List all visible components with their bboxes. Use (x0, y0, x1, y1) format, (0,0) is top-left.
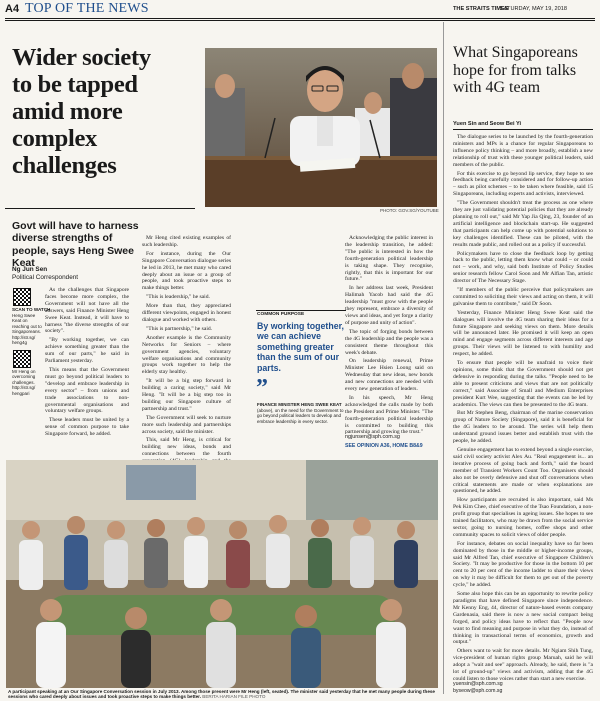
story-deck: Govt will have to harness diverse strengths of people, says Heng Swee Keat (12, 220, 139, 269)
page-number: A4 (5, 3, 20, 15)
photo-graphic (6, 460, 438, 688)
paragraph: Some also hope this can be an opportunity to rewrite policy paradigms that have defined Singapore since independence. Mr Kenny Eng, 44, director of nature-based events company Gardenasia, said there is now a new social compact being forged, and policy ideas have to reflect that. "People now want to find meaning and purpose in what they do, instead of thinking in transactional terms of economics, growth and output." (453, 591, 593, 646)
pullquote-text: By working together, we can achieve something greater than the sum of our parts. (257, 321, 345, 373)
author-email[interactable]: ngjunsen@sph.com.sg (345, 434, 400, 440)
paragraph: The dialogue series to be launched by the fourth-generation ministers and MPs is a chance for regular Singaporeans to influence policy thinking – and more broadly, establish a new relationship of trust with these younger political leaders, said members of the public. (453, 134, 593, 168)
masthead-rule-thin (5, 20, 595, 21)
qr-code-2[interactable] (13, 350, 31, 368)
side-body (453, 134, 593, 682)
paragraph: "It will be a big step forward in building a caring society," said Mr Heng. "It will be a big step too in building our Singapore culture of partnership and trust." (142, 378, 231, 412)
paragraph: "This is leadership," he said. (146, 294, 210, 301)
headline-line: challenges (12, 152, 117, 179)
photo-graphic (205, 48, 437, 207)
paragraph: For instance, during the Our Singapore Conversation dialogue series he led in 2013, he met many who cared deeply about an issue or a group of people, and took proactive steps to make things better. (142, 250, 231, 292)
byline-role: Political Correspondent (12, 274, 79, 281)
paragraph: Another example is the Community Networks for Seniors – where government agencies, voluntary welfare organisations and community groups work together to help the elderly stay healthy. (142, 334, 231, 376)
paragraph: "This is partnership," he said. (146, 325, 213, 332)
scan-note-2: Mr Heng on overcoming challenges. http://str.sg/ hengpari (12, 369, 36, 396)
headline-line: amid more (12, 98, 123, 125)
paragraph: "By working together, we can achieve something greater than the sum of our parts," he said in Parliament yesterday. (45, 337, 129, 365)
paragraph: Yesterday, Finance Minister Heng Swee Keat said the dialogues will involve the 4G team sharing their ideas for a future Singapore and seeking views on them. More details will be announced later. He promised it will keep an open mind and engage segments across different interests and age groups. Their views will be listened to with humility and respect, he added. (453, 309, 593, 358)
paper-name: THE STRAITS TIMES (453, 6, 509, 12)
pullquote-attr-name: FINANCE MINISTER HENG SWEE KEAT (257, 402, 342, 407)
paragraph: In her address last week, President Halimah Yacob had said the 4G leadership "must grow with the people they represent, embrace a diversity of views and ideas, and yet forge a clarity of purpose and unity of action". (345, 285, 433, 326)
headline-line: complex (12, 125, 97, 152)
qr-code-1[interactable] (13, 288, 31, 306)
paragraph: Genuine engagement has to extend beyond a single exercise, said civil society activist Alex Au. "Real engagement is... an iterative process of going back and forth," said the board member of Transient Workers Count Too. Organisers should also not be overly defensive and shut off conversations when critical statements are made or when explanations are questioned, he added. (453, 446, 593, 495)
heng-parliament-photo (205, 48, 437, 207)
main-headline (12, 44, 202, 179)
paragraph: "The Government shouldn't treat the process as one where they are just validating potential policies that they are already planning to roll out," said Mr Yap Jia Qing, 23, founder of an artificial intelligence and blockchain start-up. He suggested that participants can help come up with potential solutions to key challenges identified. These can be piloted, with the results made public, and rolled out as a policy if successful. (453, 200, 593, 248)
paragraph: The topic of forging bonds between the 4G leadership and the people was a consistent theme throughout this week's debate. (345, 328, 433, 356)
paragraph: "If members of the public perceive that policymakers are committed to soliciting their views and acting on them, it will galvanise them to contribute," said Dr Soon. (453, 287, 593, 307)
side-headline: What Singaporeans hope for from talks with 4G team (453, 44, 578, 96)
paragraph: For this exercise to go beyond lip service, they hope to see feedback being carefully considered and for follow-up action – such as pilot schemes – to be taken where feasible, said 15 Singaporeans, including experts and activists, interviewed. (453, 170, 593, 198)
paragraph: To ensure that people will be unafraid to voice their opinions, some think that the Government should not get defensive in responding during the talks. "People need to be able to present criticisms and views that are not politically correct," said Associate of Small and Medium Enterprises president Kurt Wee, suggesting that the events can be led by academics. The views can then be presented to the 4G team. (453, 360, 593, 408)
caption-text: A participant speaking at an Our Singapore Conversation session in July 2013. Among those present were Mr Heng (left, seated). The minister said yesterday that he met many people during these sessions who cared deeply about issues and took proactive steps to make things better. (8, 689, 435, 700)
paragraph: These leaders must be united by a sense of common purpose to take Singapore forward, he added. (45, 417, 129, 438)
paragraph: This means that the Government must go beyond political leaders to "develop and embrace leadership in every sector" – from unions and trade associations to non-governmental organisations and voluntary welfare groups. (45, 366, 129, 415)
paragraph: This, said Mr Heng, is critical for building new ideas, bonds and connections between the fourth (142, 437, 231, 458)
side-email-1[interactable]: yuensin@sph.com.sg (453, 681, 503, 687)
paragraph: But Mr Stephen Beng, chairman of the marine conservation group of Nature Society (Singapore), said it is beneficial for the 4G leaders to be around. The series will help them understand ground issues better and establish trust with the people, he added. (453, 410, 593, 445)
pullquote-label: COMMON PURPOSE (257, 312, 305, 317)
body-column-3 (345, 235, 433, 436)
side-email-2[interactable]: byseow@sph.com.sg (453, 688, 503, 694)
conversation-session-photo (6, 460, 438, 688)
paragraph: The Government will seek to nurture more such leadership and partnerships across society, said the minister. (142, 414, 231, 435)
paragraph: Others want to wait for more details. Mr Ngiam Shih Tung, vice-president of human rights group Maruah, said he will adopt a "wait and see" approach. Already, he said, there is "a lot of ground-up" views and activism, adding that the 4G could listen to those voices rather than start a new exercise. (453, 648, 593, 682)
paragraph: On leadership renewal, Prime Minister Lee Hsien Loong said on Wednesday that new ideas, new bonds and new connections are needed with every new generation of leaders. (345, 358, 433, 393)
paragraph: How participants are recruited is also important, said Ms Pek Kim Chee, chief executive of the Tsao Foundation, a non-profit group that specialises in ageing issues. She hopes to see trained facilitators, who may be drawn from the social service sector, going to nursing homes, coffee shops and other community spaces to solicit views of older people. (453, 497, 593, 538)
headline-line: to be tapped (12, 71, 138, 98)
scan-to-watch-label: SCAN TO WATCH (12, 307, 51, 312)
paragraph: For instance, debates on social inequality have so far been dominated by those in the middle or higher-income groups, said Mr Alfred Tan, chief executive of Singapore Children's Society. "It may be productive for those in the bottom 10 per cent to 20 per cent of the income ladder to share their views on why it may be difficult for them to get out of the poverty cycle," he added. (453, 540, 593, 589)
side-byline-rule (453, 129, 593, 130)
paragraph: More than that, they appreciated different viewpoints, engaged in honest dialogue and worked with others. (142, 303, 231, 323)
body-column-1 (45, 287, 129, 451)
pullquote-attr-desc: (above), on the need for the Government to go beyond political leaders to develop and embrace leadership in every sector. (257, 407, 344, 424)
headline-line: Wider society (12, 44, 151, 71)
issue-date: SATURDAY, MAY 19, 2018 (500, 6, 567, 12)
pullquote-rule (256, 310, 346, 311)
paragraph: Policymakers have to close the feedback loop by getting back to the public, letting them know what could – or could not – work, and why, said both Institute of Policy Studies senior research fellow Carol Soon and Mr Alfian Tan, artistic director of The Necessary Stage. (453, 250, 593, 285)
byline-name: Ng Jun Sen (12, 266, 48, 273)
paragraph: Acknowledging the public interest in the leadership transition, he added: "The public is interested in how the fourth-generation political leadership is taking shape. They recognise, rightly, that this is important for our future." (345, 235, 433, 283)
deck-rule (5, 208, 195, 209)
paragraph: As the challenges that Singapore faces become more complex, the Government will not have all the answers, said Finance Minister Heng Swee Keat. Instead, it will have to harness "the diverse strengths of our society". (45, 287, 129, 335)
see-also: SEE OPINION A36, HOME B8&9 (345, 443, 423, 449)
section-title: TOP OF THE NEWS (25, 1, 149, 16)
caption-credit: BERITA HARIAN FILE PHOTO (202, 694, 266, 700)
bottom-photo-caption (8, 689, 438, 700)
quote-mark-icon: ” (256, 375, 268, 401)
side-divider (443, 22, 444, 694)
masthead-rule (5, 18, 595, 19)
paragraph: In his speech, Mr Heng acknowledged the calls made by both the President and Prime Minister. "The fourth-generation political leadership is committed to building this partnership and growing the trust." (345, 394, 433, 436)
scan-note-1: Heng Swee Keat on reaching out to Singaporeans. http://str.sg/ heng4g (12, 313, 42, 346)
body-column-2 (142, 235, 231, 458)
pullquote-attribution (257, 402, 347, 424)
paragraph: Mr Heng cited existing examples of such leadership. (142, 235, 231, 248)
side-byline: Yuen Sin and Seow Bei Yi (453, 121, 522, 127)
photo-credit: PHOTO: GOV.SG/YOUTUBE (380, 208, 439, 213)
